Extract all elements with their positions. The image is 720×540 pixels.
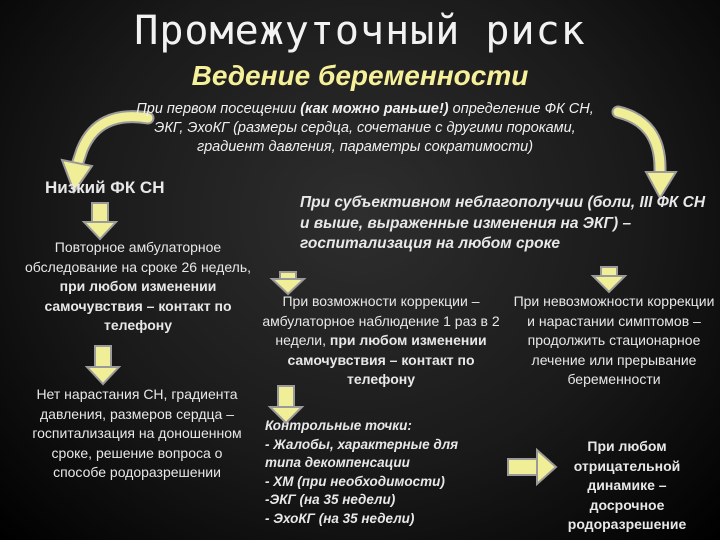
checkpoint-item: типа декомпенсации (265, 455, 410, 470)
checkpoint-item: - ЭхоКГ (на 35 недели) (265, 510, 415, 526)
middle-block-text: При возможности коррекции – амбулаторное наблюдение 1 раз в 2 недели, (262, 293, 500, 348)
left-block-emphasis: при любом изменении самочувствия – контакт по телефону (44, 278, 232, 333)
intro-text-part: определение ФК СН, ЭКГ, ЭхоКГ (размеры сердца, сочетание с другими пороками, градиент давления, параметры сократимости) (154, 101, 594, 155)
checkpoint-item: - ХМ (при необходимости) (265, 473, 445, 489)
right-header-hospitalization: При субъективном неблагополучии (боли, III ФК СН и выше, выраженные изменения на ЭКГ) – госпитализация на любом сроке (300, 194, 706, 252)
checkpoint-item: -ЭКГ (на 35 недели) (265, 492, 396, 507)
middle-block-emphasis: при любом изменении самочувствия – контакт по телефону (287, 332, 487, 387)
right-bottom-early-delivery: При любом отрицательной динамике – досрочное родоразрешение (567, 438, 687, 532)
page-title: Промежуточный риск (134, 8, 586, 54)
right-block-no-correction: При невозможности коррекции и нарастании симптомов – продолжить стационарное лечение или прерывание беременности (513, 293, 715, 387)
checkpoints-list (265, 417, 510, 528)
down-arrow-icon (272, 272, 304, 294)
down-arrow-icon (87, 346, 119, 384)
right-arrow-icon (508, 450, 556, 484)
low-fc-heading: Низкий ФК СН (45, 178, 165, 197)
down-arrow-icon (593, 267, 625, 292)
intro-text-emphasis: (как можно раньше!) (300, 101, 449, 117)
checkpoint-item: - Жалобы, характерные для (265, 436, 459, 452)
left-block-followup (22, 238, 254, 336)
page-subtitle: Ведение беременности (191, 60, 529, 91)
intro-text-part: При первом посещении (136, 101, 301, 117)
intro-text (120, 100, 610, 157)
down-arrow-icon (84, 203, 116, 239)
left-block-delivery: Нет нарастания СН, градиента давления, размеров сердца – госпитализация на доношенном сроке, решение вопроса о способе родоразрешении (32, 386, 242, 480)
curved-arrow-right-icon (618, 112, 676, 198)
middle-block-correction (262, 292, 500, 390)
left-block-text: Повторное амбулаторное обследование на сроке 26 недель, (25, 239, 251, 275)
checkpoints-heading: Контрольные точки: (265, 418, 412, 433)
